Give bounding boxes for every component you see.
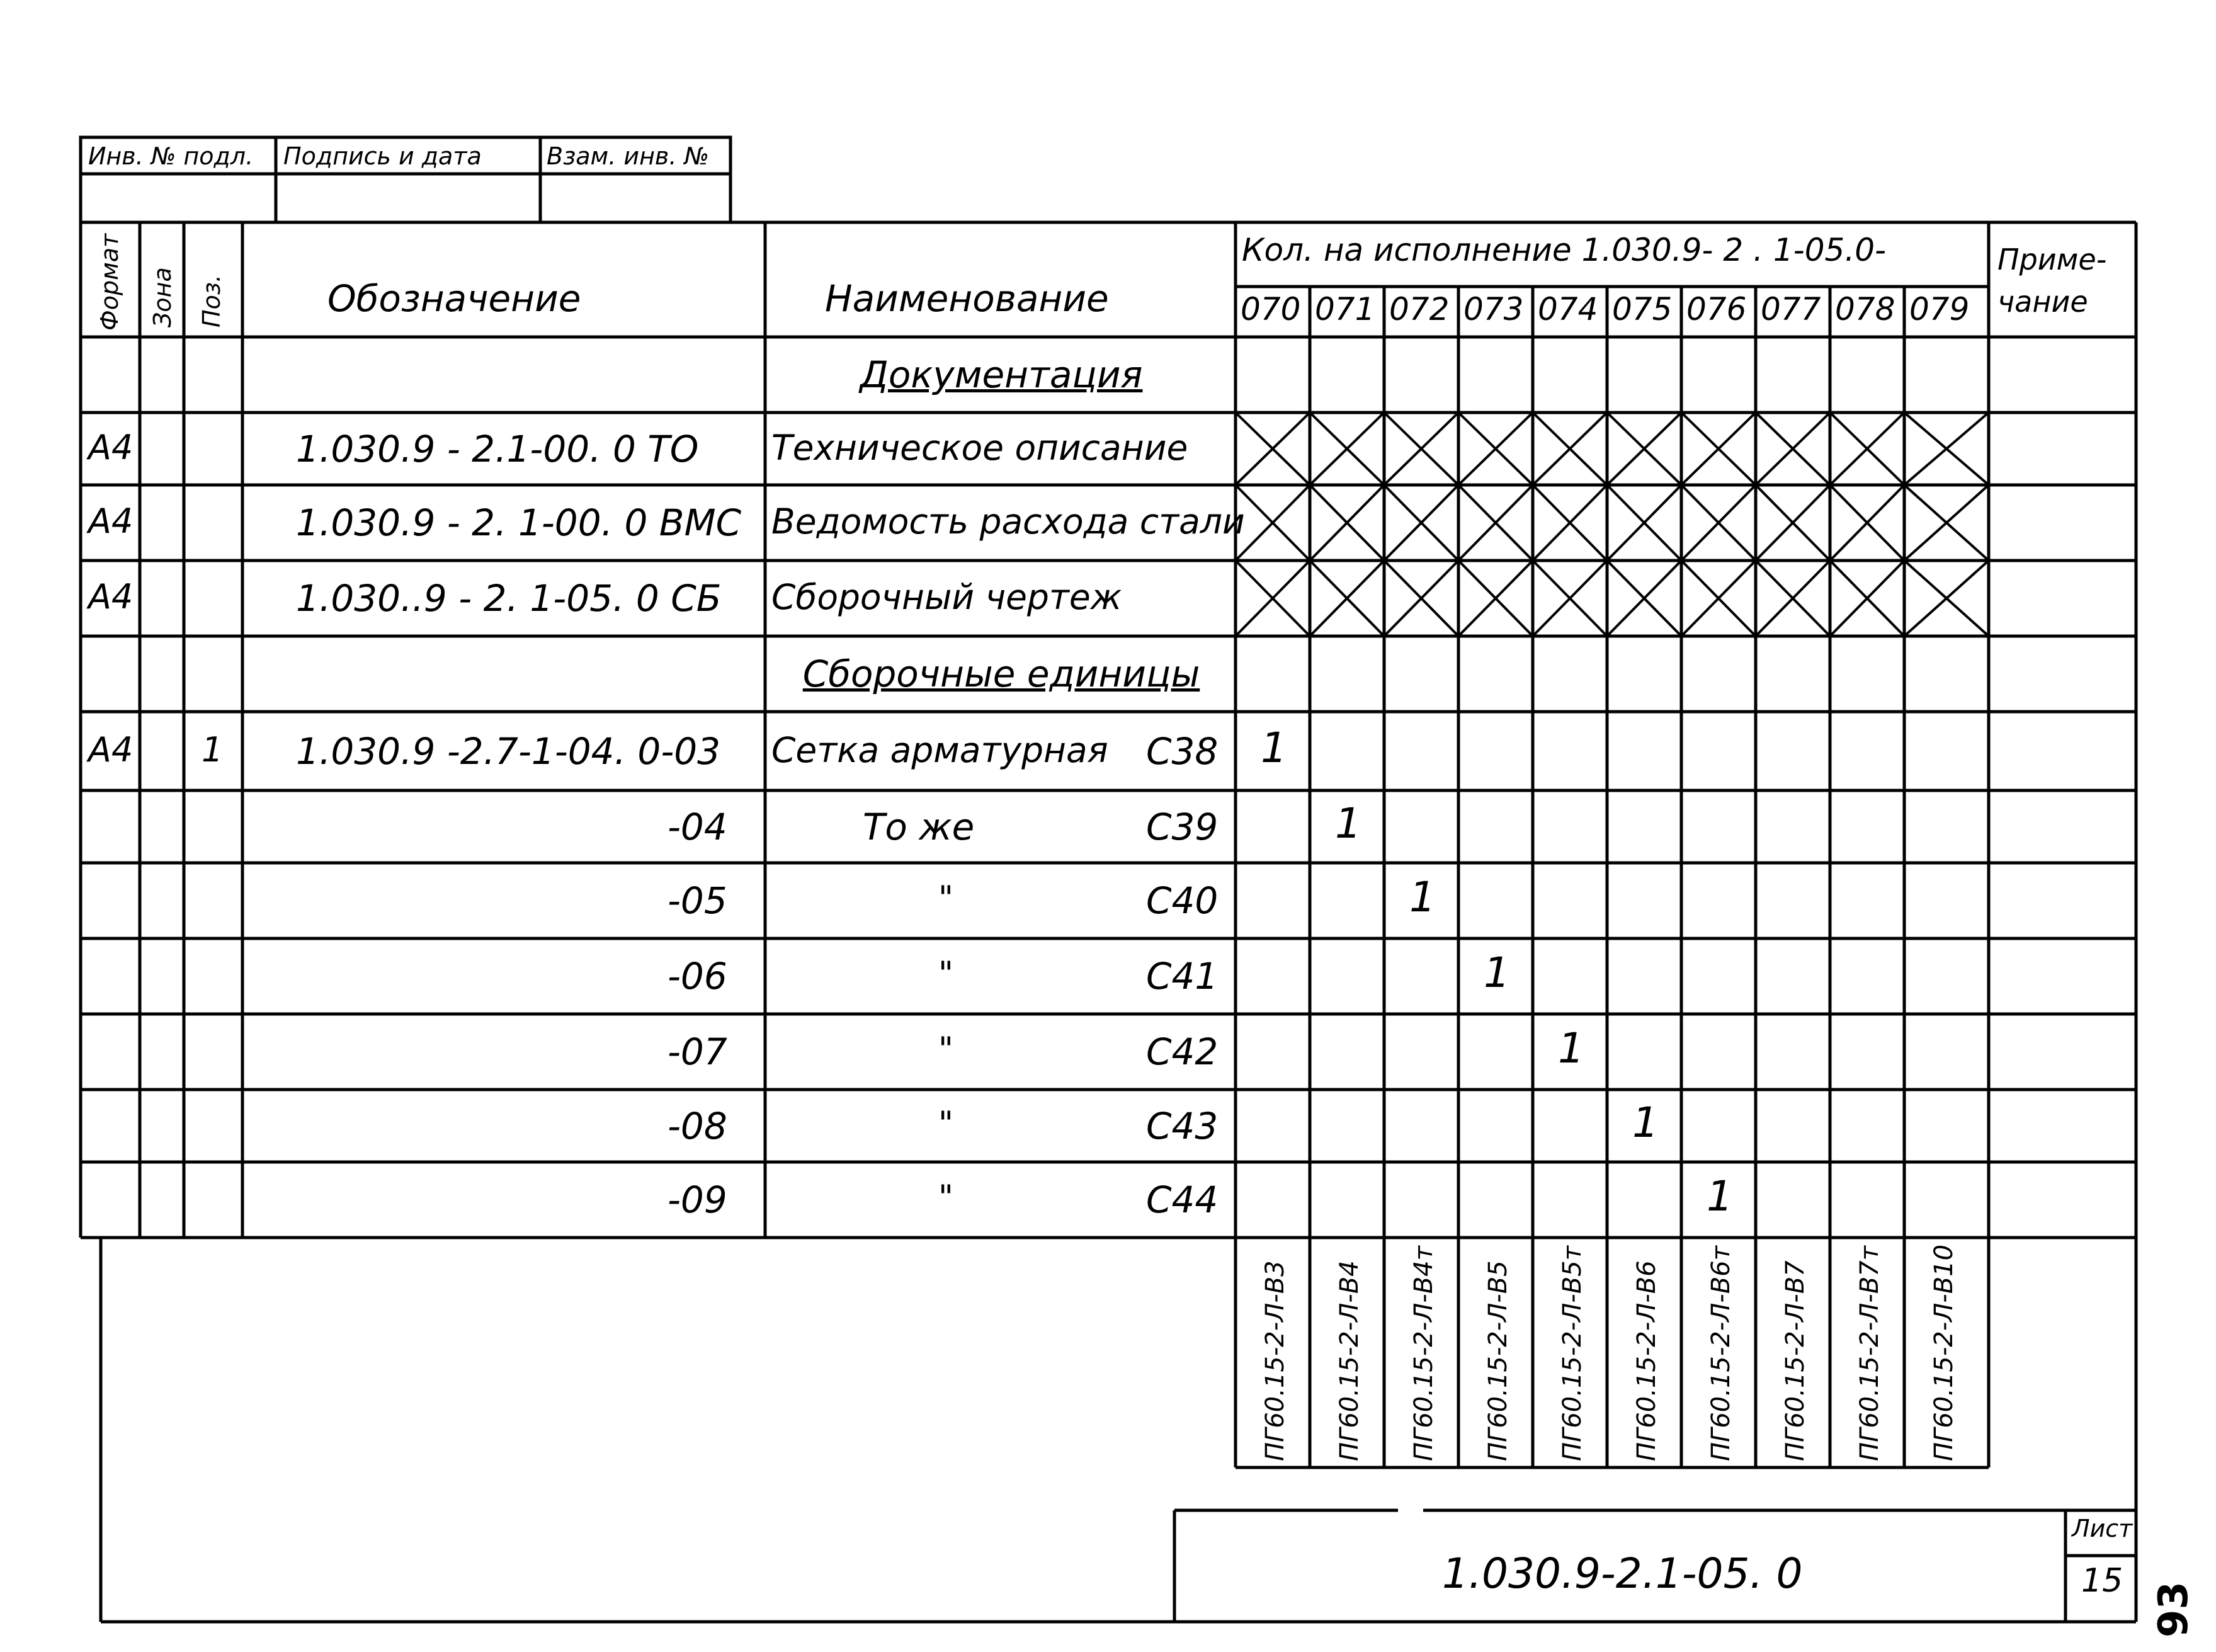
panel-mark: ПГ60.15-2-Л-В5т [1558,1246,1587,1461]
row-quantity: 1 [1632,1098,1659,1147]
panel-mark: ПГ60.15-2-Л-В10 [1929,1244,1958,1461]
row-name: " [938,1104,953,1142]
row-name: " [938,955,953,993]
panel-mark: ПГ60.15-2-Л-В4т [1409,1246,1438,1461]
row-mark: С38 [1146,729,1219,773]
row-position: 1 [202,729,224,770]
panel-mark: ПГ60.15-2-Л-В6т [1707,1246,1736,1461]
row-designation: -09 [668,1178,727,1221]
variant-code-074: 074 [1538,291,1598,328]
row-designation: 1.030.9 -2.7-1-04. 0-03 [296,729,721,773]
row-name: " [938,879,953,917]
variant-code-078: 078 [1835,291,1895,328]
row-format: А4 [88,577,134,617]
row-name: " [938,1030,953,1068]
sheet-number: 15 [2081,1562,2123,1600]
row-format: А4 [88,729,134,770]
row-name: Техническое описание [771,427,1188,468]
header-format: Формат [96,233,123,331]
header-zone: Зона [149,267,176,328]
row-mark: С42 [1146,1030,1219,1073]
panel-mark: ПГ60.15-2-Л-В5 [1484,1260,1513,1461]
row-format: А4 [88,427,134,467]
panel-mark: ПГ60.15-2-Л-В7т [1855,1246,1884,1461]
header-note-line2: чание [1997,285,2088,319]
stamp-inv-no-label: Инв. № подл. [88,142,254,170]
stamp-replace-inv-label: Взам. инв. № [547,142,710,170]
header-note-line1: Приме- [1997,242,2107,276]
page-number: 93 [2151,1581,2197,1638]
row-name: Ведомость расхода стали [771,501,1245,542]
variant-code-077: 077 [1761,291,1821,328]
variant-code-075: 075 [1612,291,1673,328]
header-qty-label: Кол. на исполнение 1.030.9- 2 . 1-05.0- [1242,232,1887,268]
row-mark: С43 [1146,1104,1219,1148]
row-mark: С44 [1146,1178,1219,1221]
panel-mark: ПГ60.15-2-Л-В6 [1632,1260,1661,1461]
row-mark: С41 [1146,955,1219,998]
section-heading: Сборочные единицы [802,652,1200,695]
panel-mark: ПГ60.15-2-Л-В7 [1781,1260,1810,1461]
sheet-label: Лист [2072,1515,2133,1542]
panel-mark: ПГ60.15-2-Л-В3 [1261,1260,1290,1461]
row-designation: -08 [668,1104,727,1148]
variant-code-072: 072 [1389,291,1450,328]
row-designation: -05 [668,879,727,922]
section-heading: Документация [860,353,1143,396]
row-name: Сборочный чертеж [771,577,1122,617]
variant-code-070: 070 [1241,291,1301,328]
row-format: А4 [88,501,134,541]
row-mark: С40 [1146,879,1219,922]
row-name: То же [863,805,975,848]
row-quantity: 1 [1335,799,1361,848]
doc-number: 1.030.9-2.1-05. 0 [1442,1549,1803,1598]
row-quantity: 1 [1484,948,1510,997]
stamp-signature-date-label: Подпись и дата [283,142,482,170]
row-quantity: 1 [1558,1024,1584,1073]
row-quantity: 1 [1707,1172,1733,1221]
panel-mark: ПГ60.15-2-Л-В4 [1335,1260,1364,1461]
header-name: Наименование [825,277,1109,320]
row-quantity: 1 [1261,723,1287,772]
row-designation: 1.030.9 - 2. 1-00. 0 ВМС [296,501,742,544]
row-designation: 1.030.9 - 2.1-00. 0 ТО [296,427,699,470]
row-mark: С39 [1146,805,1219,848]
variant-code-073: 073 [1463,291,1524,328]
row-quantity: 1 [1409,873,1436,921]
header-designation: Обозначение [327,277,581,320]
row-designation: -04 [668,805,727,848]
variant-code-079: 079 [1909,291,1970,328]
header-pos: Поз. [198,274,225,328]
row-designation: -07 [668,1030,727,1073]
row-name: Сетка арматурная [771,729,1108,770]
variant-code-076: 076 [1686,291,1747,328]
row-designation: -06 [668,955,727,998]
row-designation: 1.030..9 - 2. 1-05. 0 СБ [296,577,722,620]
variant-code-071: 071 [1315,291,1375,328]
row-name: " [938,1178,953,1216]
